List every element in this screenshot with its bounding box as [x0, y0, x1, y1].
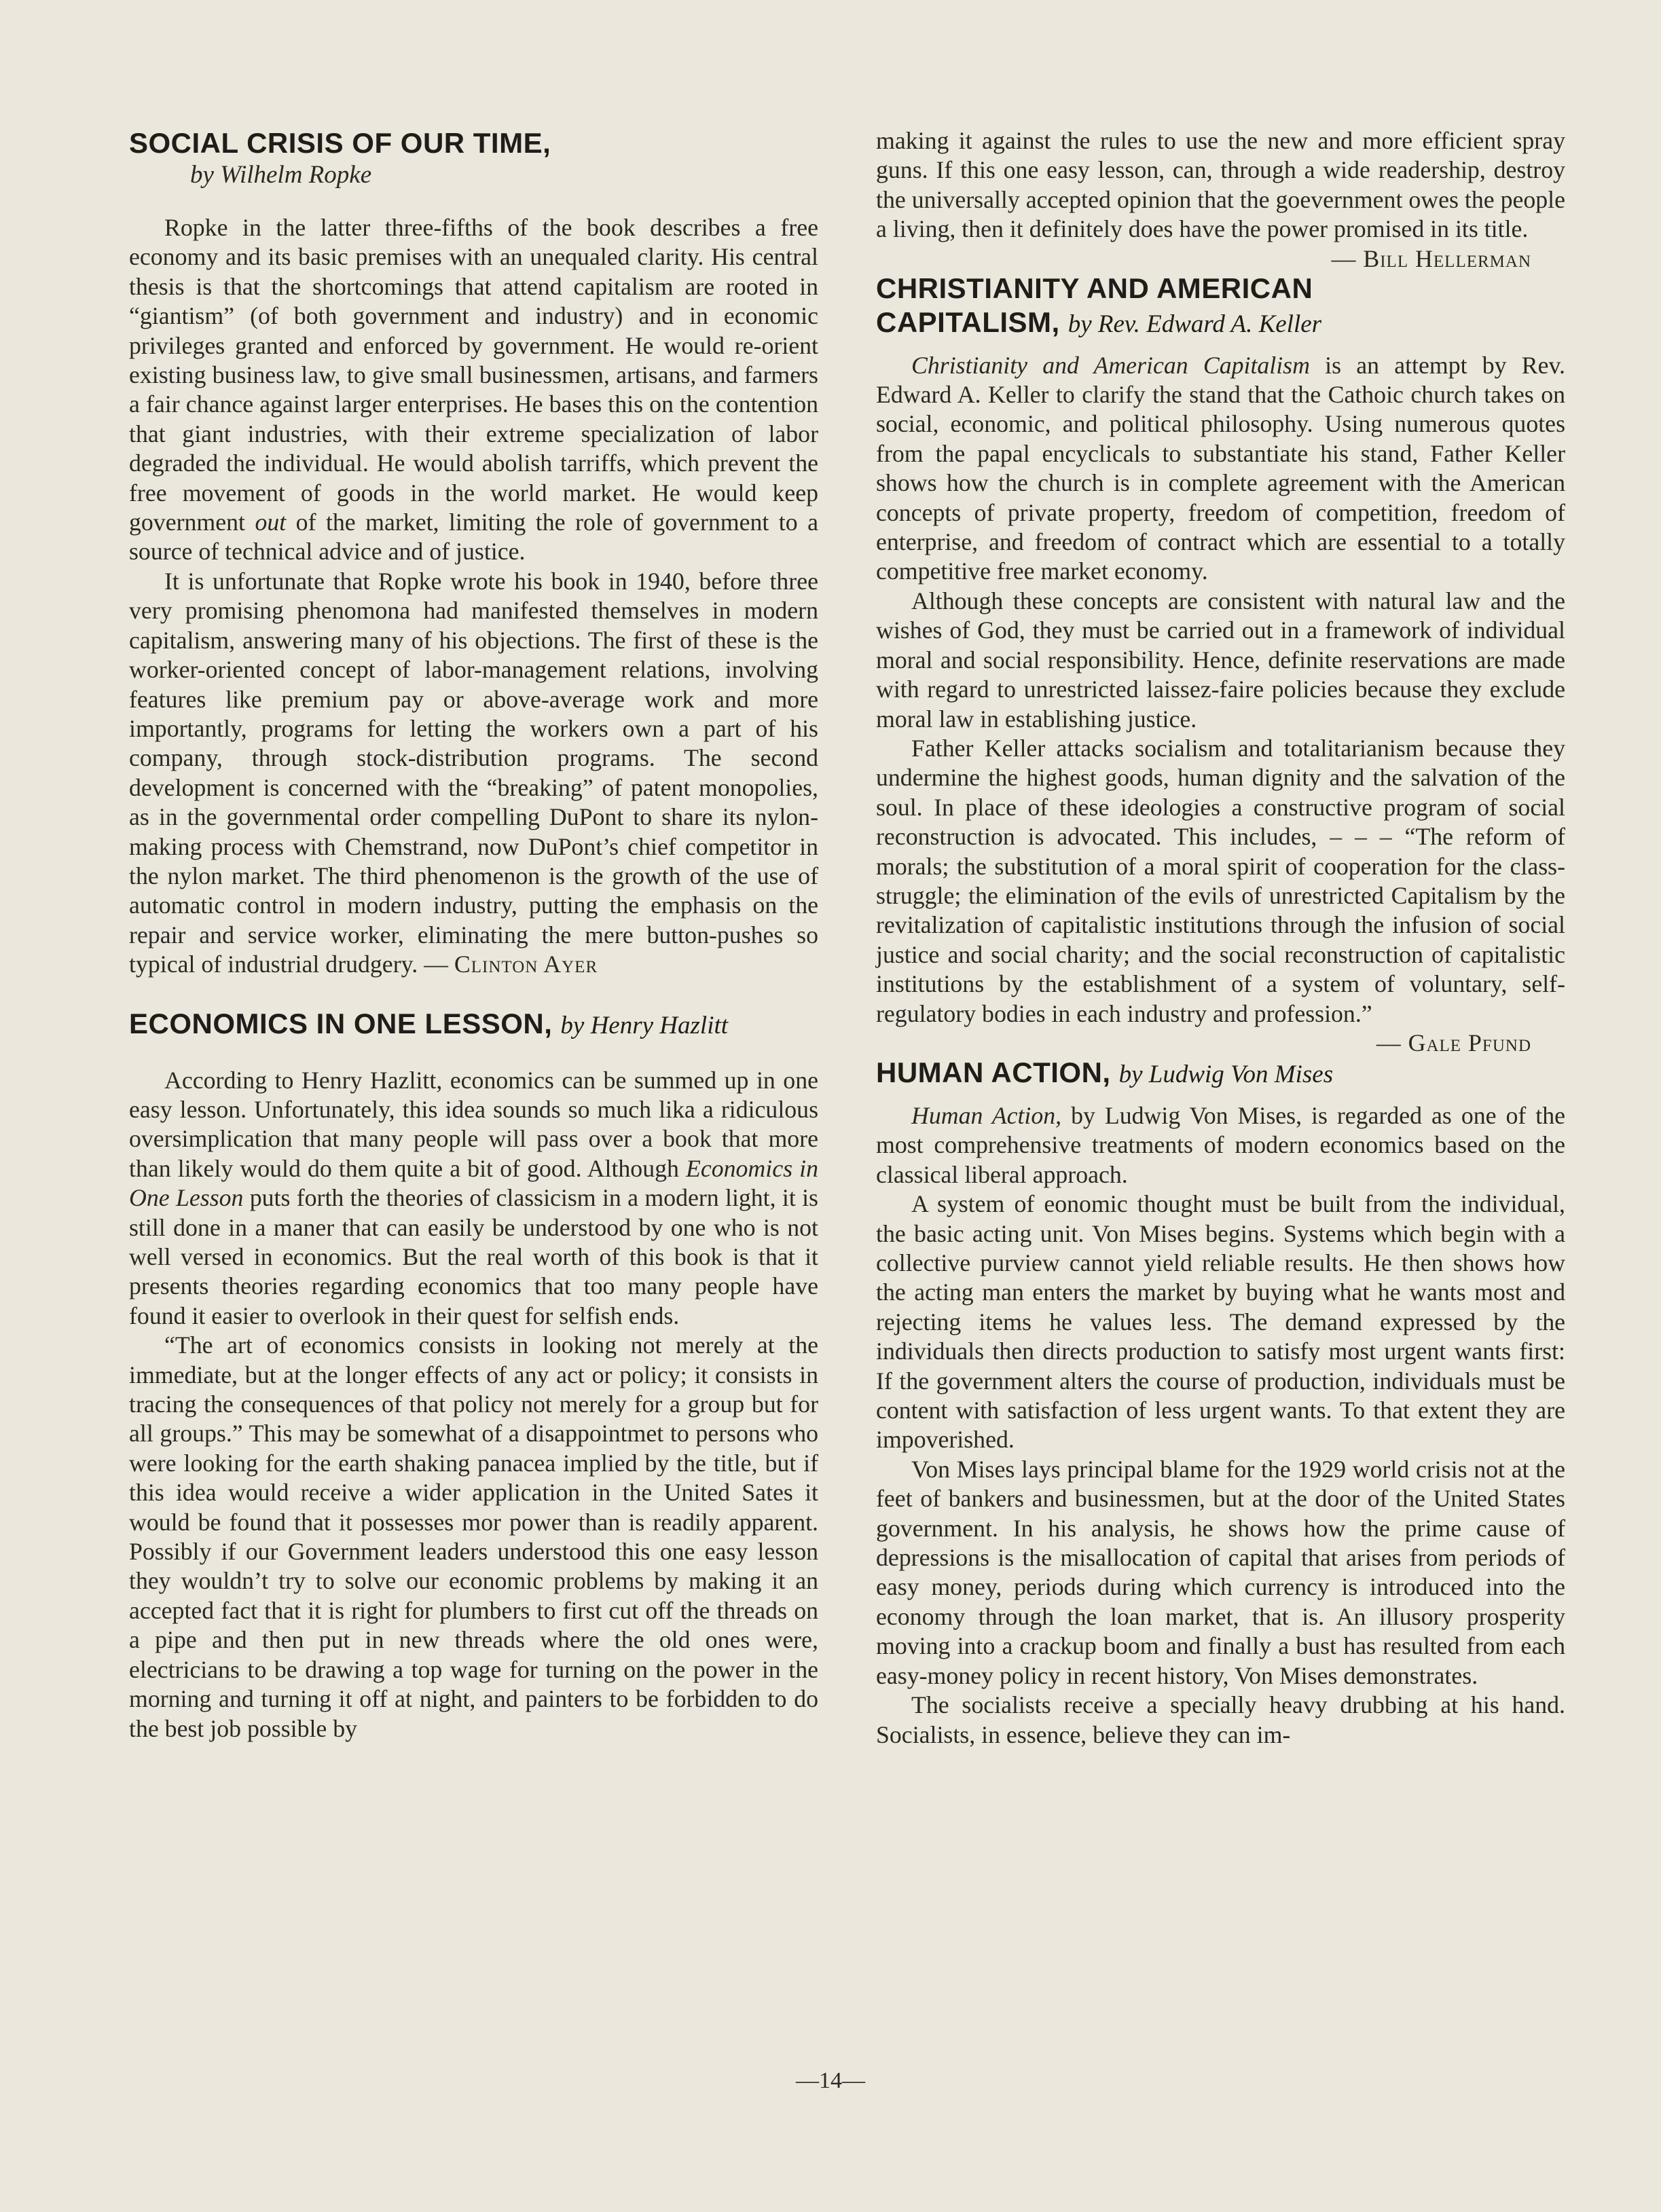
article-title-christianity-capitalism: CHRISTIANITY AND AMERICAN CAPITALISM, by Rev. Edward A. Keller [876, 272, 1322, 338]
article-title-human-action: HUMAN ACTION, by Ludwig Von Mises [876, 1056, 1334, 1088]
article-byline-hazlitt: by Henry Hazlitt [560, 1011, 729, 1039]
left-column [129, 126, 818, 1744]
review-paragraph: According to Henry Hazlitt, economics can be summed up in one easy lesson. Unfortunately, this idea sounds so much lika a ridiculous oversimplication that many people will pass over a book that more than likely would do them quite a bit of good. Although Economics in One Lesson puts forth the theories of classicism in a modern light, it is still done in a maner that can easily be understood by one who is not well versed in economics. But the real worth of this book is that it presents theories regarding economics that too many people have found it easier to overlook in their quest for selfish ends. [129, 1066, 818, 1329]
review-paragraph: Human Action, by Ludwig Von Mises, is regarded as one of the most comprehensive treatments of modern economics based on the classical liberal approach. [876, 1101, 1565, 1188]
review-paragraph: “The art of economics consists in looking not merely at the immediate, but at the longer effects of any act or policy; it consists in tracing the consequences of that policy not merely for a group but for all groups.” This may be somewhat of a disappointmet to persons who were looking for the earth shaking panacea implied by the title, but if this idea would receive a wider application in the United Sates it would be found that it possesses mor power than is readily apparent. Possibly if our Government leaders understood this one easy lesson they wouldn’t try to solve our economic problems by making it an accepted fact that it is right for plumbers to first cut off the threads on a pipe and then put in new threads where the old ones were, electricians to be drawing a top wage for turning on the power in the morning and turning it off at night, and painters to be forbidden to do the best job possible by [129, 1331, 818, 1742]
article-byline-von-mises: by Ludwig Von Mises [1118, 1060, 1334, 1088]
article-byline-keller: by Rev. Edward A. Keller [1067, 310, 1322, 338]
page-number: —14— [796, 2068, 865, 2093]
review-paragraph: Although these concepts are consistent with natural law and the wishes of God, they must be carried out in a framework of individual moral and social responsibility. Hence, definite reservations are made with regard to unrestricted laissez-faire policies because they exclude moral law in establishing justice. [876, 587, 1565, 733]
review-paragraph: Father Keller attacks socialism and totalitarianism because they undermine the highest goods, human dignity and the salvation of the soul. In place of these ideologies a constructive program of social reconstruction is advocated. This includes, – – – “The reform of morals; the substitution of a moral spirit of cooperation for the class-struggle; the elimination of the evils of unrestricted Capitalism by the revitalization of capitalistic institutions through the infusion of social justice and social charity; and the social reconstruction of capitalistic institutions by the establishment of a system of voluntary, self-regulatory bodies in each industry and profession.” — Gale Pfund [876, 734, 1565, 1029]
reviewer-signature: — Bill Hellerman [1331, 244, 1531, 272]
review-paragraph: A system of eonomic thought must be built from the individual, the basic acting unit. Von Mises begins. Systems which begin with a collective purview cannot yield reliable results. He then shows how the acting man enters the market by buying what he wants most and rejecting items he values less. The demand expressed by the individuals then directs production to satisfy most urgent wants first: If the government alters the course of production, individuals must be content with satisfaction of less urgent wants. To that extent they are impoverished. [876, 1190, 1565, 1454]
review-paragraph: Ropke in the latter three-fifths of the book describes a free economy and its basic premises with an unequaled clarity. His central thesis is that the shortcomings that attend capitalism are rooted in “giantism” (of both government and industry) and in economic privileges granted and enforced by government. He would re-orient existing business law, to give small businessmen, artisans, and farmers a fair chance against larger enterprises. He bases this on the contention that giant industries, with their extreme specialization of labor degraded the individual. He would abolish tarriffs, which prevent the free movement of goods in the world market. He would keep government out of the market, limiting the role of government to a source of technical advice and of justice. [129, 214, 818, 566]
review-paragraph: It is unfortunate that Ropke wrote his book in 1940, before three very promising phenomona had manifested themselves in modern capitalism, answering many of his objections. The first of these is the worker-oriented concept of labor-management relations, involving features like premium pay or above-average work and more importantly, programs for letting the workers own a part of his company, through stock-distribution programs. The second development is concerned with the “breaking” of patent monopolies, as in the governmental order compelling DuPont to share its nylon-making process with Chemstrand, now DuPont’s chief competitor in the nylon market. The third phenomenon is the growth of the use of automatic control in modern industry, putting the emphasis on the repair and service worker, eliminating the mere button-pushes so typical of industrial drudgery. — Clinton Ayer [129, 567, 818, 978]
right-column [876, 126, 1565, 1750]
reviewer-signature: Clinton Ayer [454, 951, 598, 978]
review-paragraph: Von Mises lays principal blame for the 1929 world crisis not at the feet of bankers and businessmen, but at the door of the United States government. In his analysis, he shows how the prime cause of depressions is the misallocation of capital that arises from periods of easy money, periods during which currency is introduced into the economy through the loan market, that is. An illusory prosperity moving into a crackup boom and finally a bust has resulted from each easy-money policy in recent history, Von Mises demonstrates. [876, 1455, 1565, 1689]
review-paragraph-continued: making it against the rules to use the new and more efficient spray guns. If this one easy lesson, can, through a wide readership, destroy the universally accepted opinion that the goevernment owes the people a living, then it definitely does have the power promised in its title. — Bill Hellerman [876, 126, 1565, 244]
article-title-economics-one-lesson: ECONOMICS IN ONE LESSON, by Henry Hazlitt [129, 1007, 729, 1039]
review-paragraph: Christianity and American Capitalism is an attempt by Rev. Edward A. Keller to clarify the stand that the Cathoic church takes on social, economic, and political philosophy. Using numerous quotes from the papal encyclicals to substantiate his stand, Father Keller shows how the church is in complete agreement with the American concepts of private property, freedom of competition, freedom of enterprise, and freedom of contract which are essential to a totally competitive free market economy. [876, 351, 1565, 585]
article-title-social-crisis: SOCIAL CRISIS OF OUR TIME, [129, 127, 551, 159]
article-byline-ropke: by Wilhelm Ropke [190, 161, 372, 189]
review-paragraph: The socialists receive a specially heavy drubbing at his hand. Socialists, in essence, believe they can im- [876, 1691, 1565, 1748]
reviewer-signature: — Gale Pfund [1376, 1029, 1531, 1056]
